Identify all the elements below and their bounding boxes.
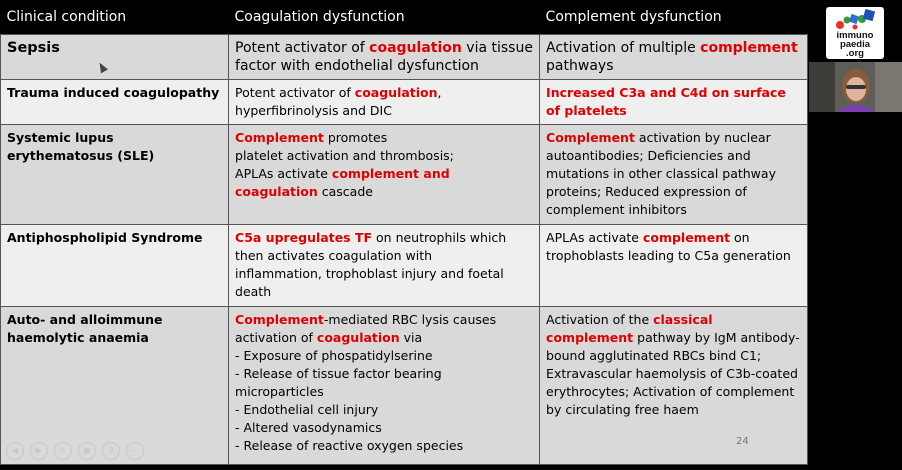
highlighted-text: coagulation bbox=[369, 40, 462, 56]
cell-text: pathway by IgM antibody-bound agglutinated RBCs bind C1; Extravascular haemolysis of C3b-coated erythrocytes; Activation of complement by circulating free haem bbox=[546, 330, 800, 417]
coagulation-cell bbox=[229, 125, 540, 225]
table-row bbox=[1, 225, 808, 307]
highlighted-text: coagulation bbox=[316, 330, 400, 345]
page-number: 24 bbox=[736, 436, 749, 447]
condition-cell: Sepsis bbox=[1, 35, 229, 80]
presenter-video-thumbnail[interactable] bbox=[809, 62, 902, 112]
condition-cell: Auto- and alloimmune haemolytic anaemia bbox=[1, 307, 229, 465]
highlighted-text: complement and coagulation bbox=[235, 166, 450, 199]
cell-text: promotes bbox=[323, 130, 388, 145]
highlighted-text: C5a upregulates TF bbox=[235, 230, 373, 245]
cell-text: Potent activator of bbox=[235, 85, 355, 100]
cell-text: activation by nuclear autoantibodies; Deficiencies and mutations in other classical pathway proteins; Reduced expression of complement inhibitors bbox=[546, 130, 776, 217]
complement-cell bbox=[540, 35, 808, 80]
complement-cell bbox=[540, 307, 808, 465]
table-row bbox=[1, 80, 808, 125]
highlighted-text: complement bbox=[642, 230, 731, 245]
logo-text: immuno paedia .org bbox=[836, 30, 874, 59]
highlighted-text: Complement bbox=[235, 312, 324, 327]
cell-text: Potent activator of bbox=[235, 40, 370, 56]
cell-text: platelet activation and thrombosis; bbox=[235, 148, 454, 163]
cell-text: - Endothelial cell injury bbox=[235, 402, 379, 417]
condition-cell: Trauma induced coagulopathy bbox=[1, 80, 229, 125]
header-clinical-condition: Clinical condition bbox=[1, 0, 229, 35]
highlighted-text: Complement bbox=[546, 130, 635, 145]
immunopaedia-logo bbox=[826, 7, 884, 59]
highlighted-text: Complement bbox=[235, 130, 324, 145]
coagulation-cell bbox=[229, 35, 540, 80]
cell-text: on trophoblasts leading to C5a generation bbox=[546, 230, 791, 263]
cell-text: on neutrophils which then activates coagulation with bbox=[235, 230, 507, 263]
highlighted-text: Increased C3a and C4d on surface of platelets bbox=[546, 85, 786, 118]
cell-text: - Release of tissue factor bearing microparticles bbox=[235, 366, 442, 399]
cell-text: , hyperfibrinolysis and DIC bbox=[235, 85, 442, 118]
table-row bbox=[1, 35, 808, 80]
presenter-avatar bbox=[809, 62, 902, 112]
condition-cell: Antiphospholipid Syndrome bbox=[1, 225, 229, 307]
search-icon[interactable]: ⚲ bbox=[102, 442, 120, 460]
cell-text: -mediated RBC lysis causes activation of bbox=[235, 312, 497, 345]
cell-text: via bbox=[399, 330, 423, 345]
complement-cell bbox=[540, 125, 808, 225]
cell-text: inflammation, trophoblast injury and foetal death bbox=[235, 266, 504, 299]
cell-text: Activation of multiple bbox=[546, 40, 701, 56]
cell-text: Activation of the bbox=[546, 312, 654, 327]
table-header-row bbox=[1, 0, 808, 35]
more-icon[interactable]: ⋯ bbox=[126, 442, 144, 460]
slide-prev-icon[interactable]: ◀ bbox=[6, 442, 24, 460]
coagulation-cell bbox=[229, 80, 540, 125]
cell-text: APLAs activate bbox=[235, 166, 332, 181]
highlighted-text: classical complement bbox=[546, 312, 713, 345]
cell-text: - Altered vasodynamics bbox=[235, 420, 382, 435]
table-row bbox=[1, 125, 808, 225]
cell-text: pathways bbox=[546, 58, 614, 74]
complement-cell bbox=[540, 80, 808, 125]
coagulation-cell bbox=[229, 225, 540, 307]
header-complement-dysfunction: Complement dysfunction bbox=[540, 0, 808, 35]
highlighted-text: coagulation bbox=[354, 85, 438, 100]
cell-text: APLAs activate bbox=[546, 230, 643, 245]
complement-cell bbox=[540, 225, 808, 307]
zoom-icon[interactable]: ▣ bbox=[78, 442, 96, 460]
condition-cell: Systemic lupus erythematosus (SLE) bbox=[1, 125, 229, 225]
cell-text: via tissue factor with endothelial dysfunction bbox=[235, 40, 533, 74]
slide-controls bbox=[6, 442, 144, 460]
highlighted-text: complement bbox=[700, 40, 798, 56]
cell-text: cascade bbox=[317, 184, 373, 199]
header-coagulation-dysfunction: Coagulation dysfunction bbox=[229, 0, 540, 35]
cell-text: - Exposure of phospatidylserine bbox=[235, 348, 433, 363]
slide-next-icon[interactable]: ▶ bbox=[30, 442, 48, 460]
cell-text: - Release of reactive oxygen species bbox=[235, 438, 464, 453]
coagulation-cell bbox=[229, 307, 540, 465]
table-row bbox=[1, 307, 808, 465]
pen-icon[interactable]: ✎ bbox=[54, 442, 72, 460]
